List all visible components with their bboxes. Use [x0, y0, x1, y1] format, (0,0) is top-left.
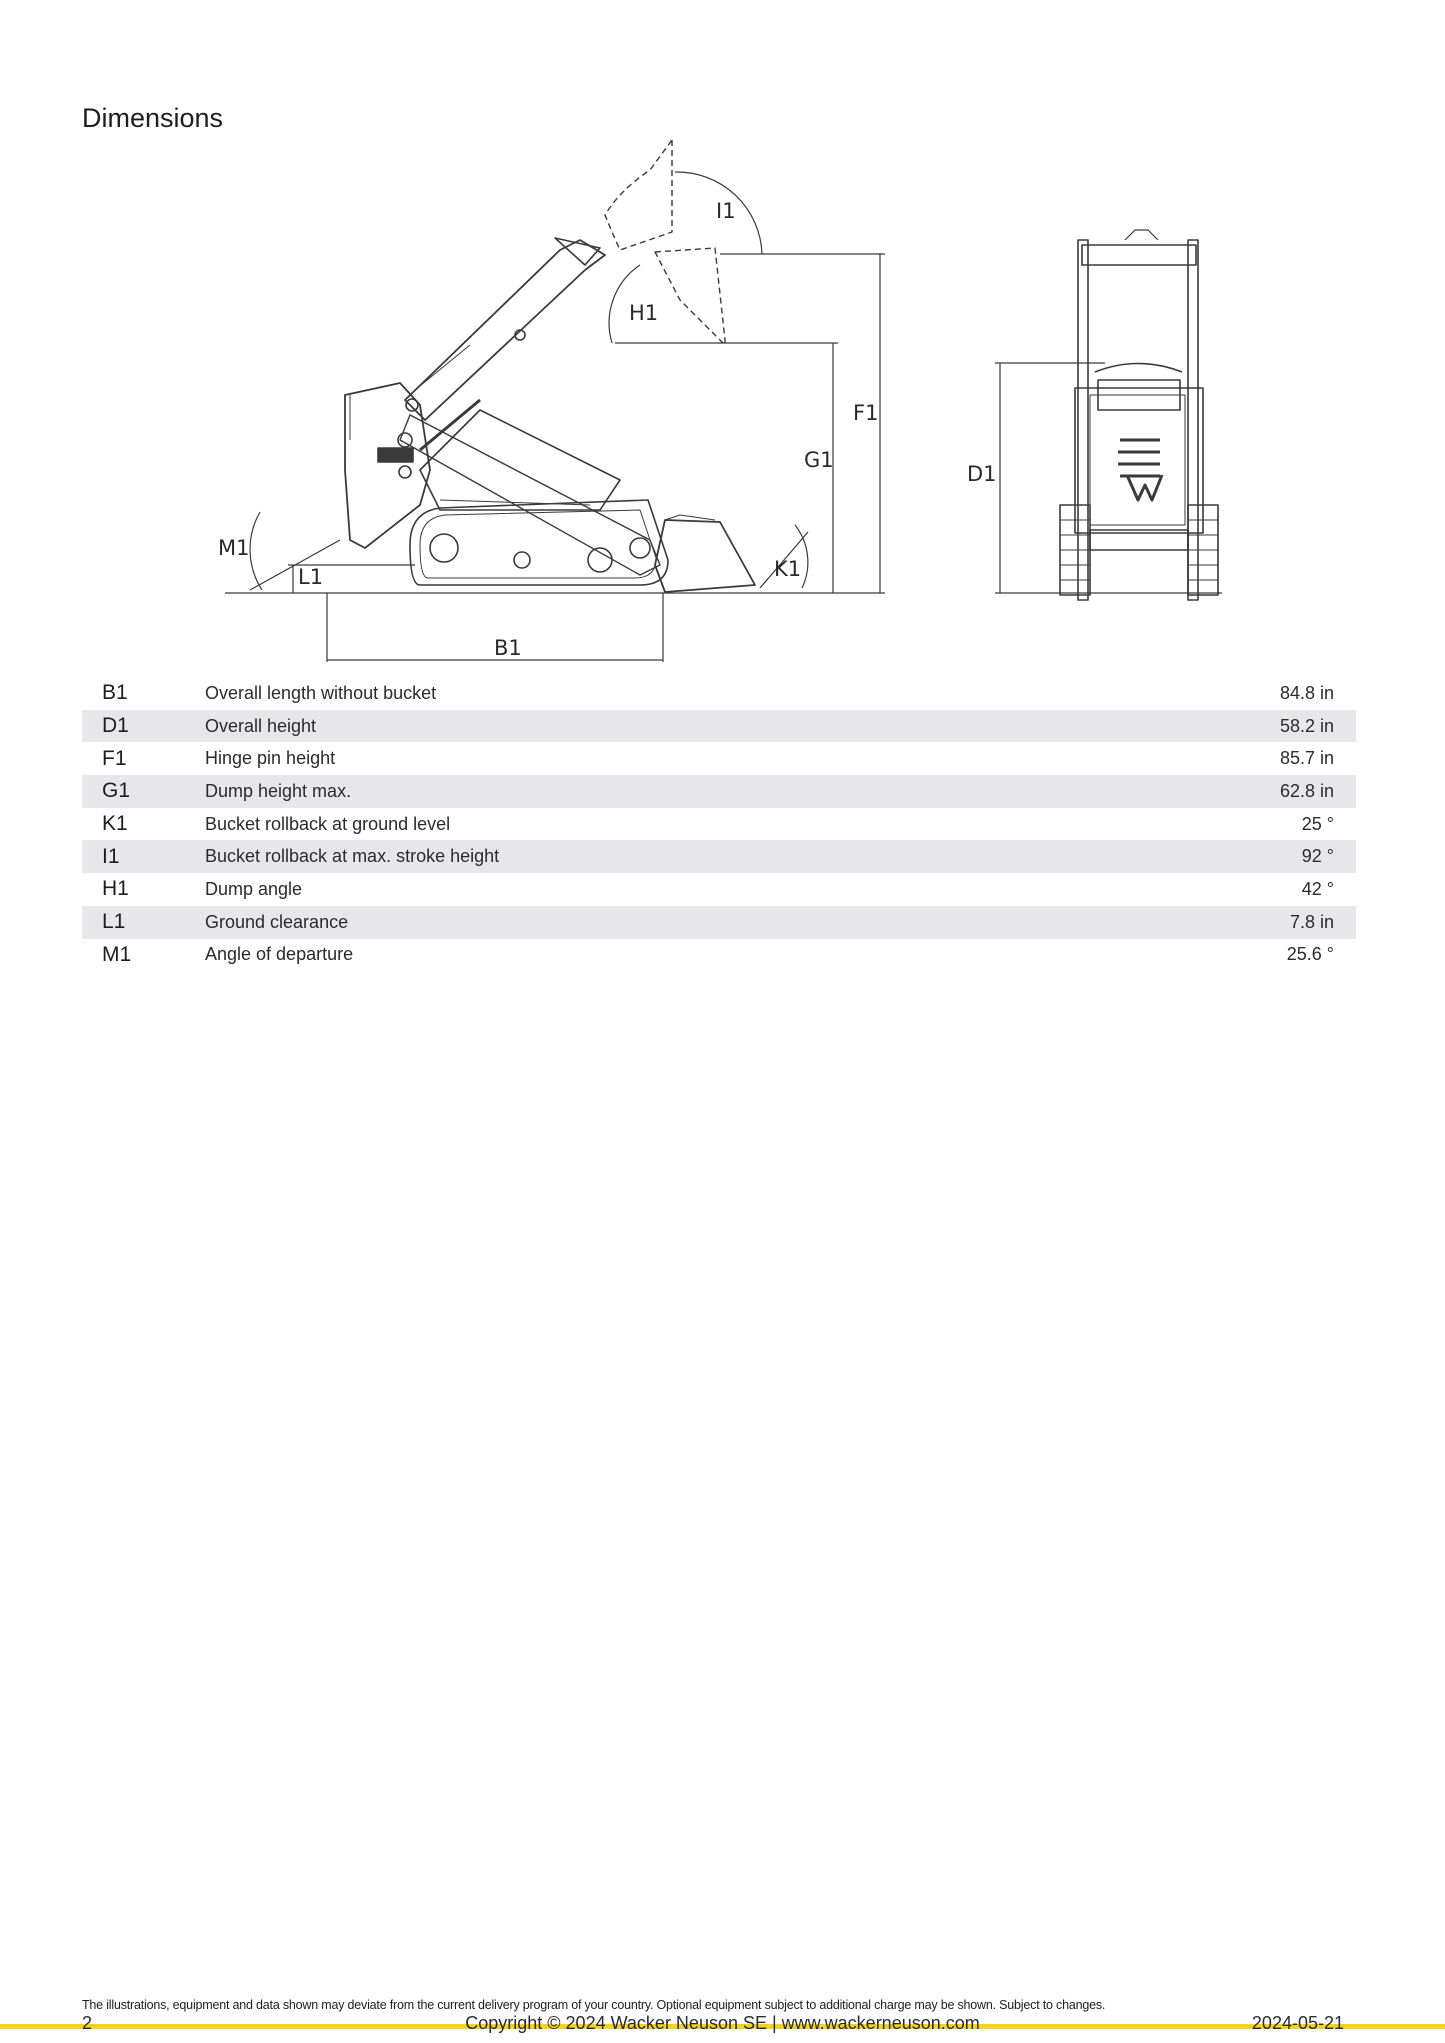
- spec-description: Overall height: [205, 710, 1120, 743]
- spec-value: 62.8 in: [1120, 775, 1356, 808]
- label-f1: F1: [853, 401, 879, 425]
- spec-code: D1: [82, 710, 205, 743]
- table-row: [82, 808, 1356, 841]
- table-row: [82, 710, 1356, 743]
- spec-description: Overall length without bucket: [205, 682, 437, 703]
- spec-description: Dump angle: [205, 878, 303, 899]
- table-row: [82, 775, 1356, 808]
- specifications-table: [82, 677, 1356, 971]
- spec-code: B1: [102, 681, 128, 705]
- spec-description: Dump height max.: [205, 775, 1120, 808]
- label-g1: G1: [804, 448, 834, 472]
- spec-code: F1: [102, 746, 127, 770]
- label-d1: D1: [967, 462, 997, 486]
- footer-copyright: Copyright © 2024 Wacker Neuson SE | www.wackerneuson.com: [465, 2013, 980, 2033]
- spec-value: 58.2 in: [1120, 710, 1356, 743]
- label-h1: H1: [629, 301, 659, 325]
- footer-disclaimer: The illustrations, equipment and data shown may deviate from the current delivery program of your country. Optional equipment subject to additional charge may be shown. Subject to changes.: [82, 1998, 1106, 2012]
- label-l1: L1: [298, 565, 324, 589]
- table-row: [82, 742, 1356, 775]
- table-row: [82, 939, 1356, 972]
- spec-value: 7.8 in: [1120, 906, 1356, 939]
- spec-code: M1: [102, 942, 132, 966]
- page-number: 2: [82, 2013, 93, 2033]
- spec-description: Angle of departure: [205, 944, 354, 965]
- spec-value: 42 °: [1301, 878, 1334, 899]
- table-row: [82, 677, 1356, 710]
- spec-code: I1: [82, 840, 205, 873]
- spec-description: Bucket rollback at max. stroke height: [205, 840, 1120, 873]
- spec-description: Hinge pin height: [205, 748, 336, 769]
- label-i1: I1: [716, 199, 736, 223]
- front-view-machine: [1060, 230, 1218, 600]
- spec-code: G1: [82, 775, 205, 808]
- label-m1: M1: [218, 536, 250, 560]
- label-k1: K1: [774, 557, 802, 581]
- table-row: [82, 906, 1356, 939]
- spec-value: 85.7 in: [1279, 748, 1334, 769]
- spec-code: K1: [102, 812, 128, 836]
- spec-value: 84.8 in: [1279, 682, 1334, 703]
- spec-description: Ground clearance: [205, 906, 1120, 939]
- spec-code: L1: [82, 906, 205, 939]
- table-row: [82, 840, 1356, 873]
- spec-value: 25 °: [1301, 813, 1334, 834]
- spec-value: 92 °: [1120, 840, 1356, 873]
- side-view-machine: [225, 140, 885, 593]
- spec-description: Bucket rollback at ground level: [205, 813, 451, 834]
- label-b1: B1: [494, 636, 522, 660]
- table-row: [82, 873, 1356, 906]
- spec-code: H1: [102, 877, 129, 901]
- page-title: Dimensions: [82, 103, 224, 133]
- footer-date: 2024-05-21: [1251, 2013, 1344, 2033]
- spec-value: 25.6 °: [1286, 944, 1334, 965]
- dimensions-drawing: [0, 0, 1445, 700]
